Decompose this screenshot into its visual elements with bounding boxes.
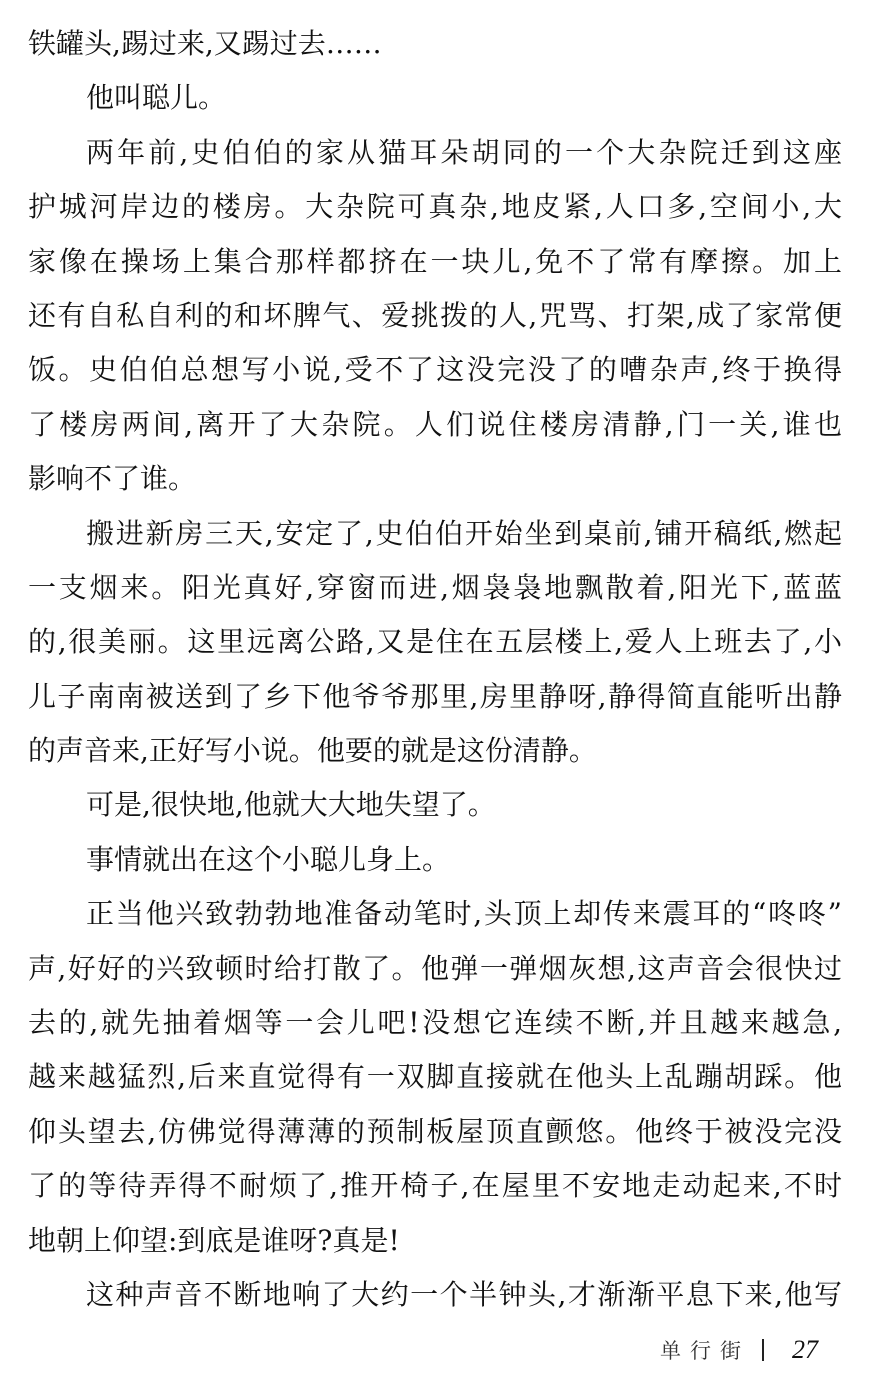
text-line: 护城河岸边的楼房。大杂院可真杂,地皮紧,人口多,空间小,大 (28, 190, 842, 224)
running-title: 单行街 (660, 1339, 750, 1363)
text-line: 越来越猛烈,后来直觉得有一双脚直接就在他头上乱蹦胡踩。他 (28, 1060, 842, 1094)
text-line: 的,很美丽。这里远离公路,又是住在五层楼上,爱人上班去了,小 (28, 625, 842, 659)
footer-divider (762, 1339, 764, 1361)
text-line: 的声音来,正好写小说。他要的就是这份清静。 (28, 734, 597, 768)
text-line: 去的,就先抽着烟等一会儿吧!没想它连续不断,并且越来越急, (28, 1006, 842, 1040)
text-line: 一支烟来。阳光真好,穿窗而进,烟袅袅地飘散着,阳光下,蓝蓝 (28, 570, 842, 604)
text-line: 家像在操场上集合那样都挤在一块儿,免不了常有摩擦。加上 (28, 244, 842, 278)
page-footer (660, 1330, 818, 1370)
text-line: 影响不了谁。 (28, 462, 197, 496)
text-line: 了的等待弄得不耐烦了,推开椅子,在屋里不安地走动起来,不时 (28, 1169, 842, 1203)
text-line: 儿子南南被送到了乡下他爷爷那里,房里静呀,静得简直能听出静 (28, 679, 842, 713)
text-line: 了楼房两间,离开了大杂院。人们说住楼房清静,门一关,谁也 (28, 407, 842, 441)
text-line: 铁罐头,踢过来,又踢过去…… (28, 27, 382, 60)
page-number: 27 (792, 1335, 818, 1364)
text-line: 可是,很快地,他就大大地失望了。 (86, 788, 496, 822)
text-line: 还有自私自利的和坏脾气、爱挑拨的人,咒骂、打架,成了家常便 (28, 298, 842, 332)
text-line: 声,好好的兴致顿时给打散了。他弹一弹烟灰想,这声音会很快过 (28, 951, 842, 985)
text-line: 饭。史伯伯总想写小说,受不了这没完没了的嘈杂声,终于换得 (28, 353, 842, 387)
text-line: 搬进新房三天,安定了,史伯伯开始坐到桌前,铺开稿纸,燃起 (86, 516, 842, 550)
text-line: 他叫聪儿。 (86, 81, 227, 115)
text-line: 地朝上仰望:到底是谁呀?真是! (28, 1223, 400, 1257)
text-line: 两年前,史伯伯的家从猫耳朵胡同的一个大杂院迁到这座 (86, 135, 842, 169)
page-body-text (28, 17, 842, 1322)
text-line: 正当他兴致勃勃地准备动笔时,头顶上却传来震耳的“咚咚” (86, 897, 842, 931)
text-line: 这种声音不断地响了大约一个半钟头,才渐渐平息下来,他写 (86, 1277, 842, 1311)
text-line: 事情就出在这个小聪儿身上。 (86, 842, 451, 876)
text-line: 仰头望去,仿佛觉得薄薄的预制板屋顶直颤悠。他终于被没完没 (28, 1114, 842, 1148)
